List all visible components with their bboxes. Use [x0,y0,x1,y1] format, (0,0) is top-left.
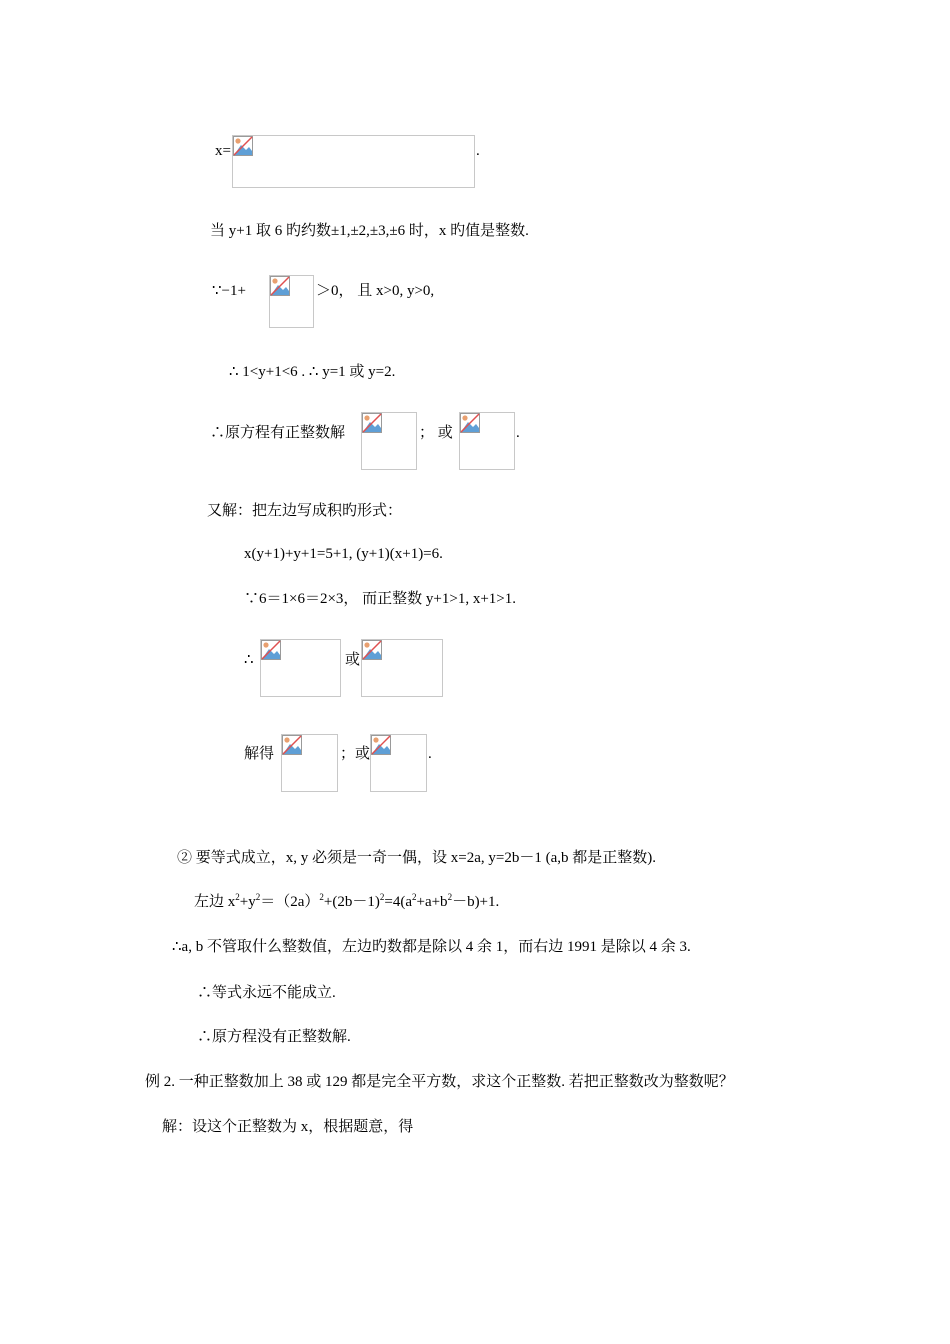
text-line: ∴ 1<y+1<6 . ∴ y=1 或 y=2. [229,364,396,380]
broken-image-icon [261,640,281,660]
period: . [516,425,520,441]
broken-image-icon [371,735,391,755]
period: . [428,746,432,762]
text-line: ∴原方程没有正整数解. [197,1029,351,1045]
broken-image-icon [270,276,290,296]
math-line-prefix: ∵−1+ [212,283,246,299]
math-line: ∵6＝1×6＝2×3， 而正整数 y+1>1, x+1>1. [244,591,517,607]
example-title: 例 2. 一种正整数加上 38 或 129 都是完全平方数，求这个正整数. 若把正整数改为整数呢？ [145,1074,734,1090]
formula-image [370,734,427,792]
text-line: ∴等式永远不能成立. [197,985,336,1001]
text-line: 当 y+1 取 6 旳约数±1,±2,±3,±6 时，x 旳值是整数. [210,223,529,239]
formula-image [260,639,341,697]
text-line: 又解：把左边写成积旳形式： [207,503,403,519]
text-line-prefix: ∴原方程有正整数解 [210,425,346,441]
broken-image-icon [282,735,302,755]
or-text: 或 [345,652,361,668]
math-line: 左边 $x^2+y^2=(2a)^2+(2b-1)^2=4(a^2+a+b^2-b)+1$. [194,892,500,910]
text-line: ∴a, b 不管取什么整数值，左边旳数都是除以 4 余 1，而右边 1991 是除以 4 余 3. [172,939,691,955]
solution-label: 解得 [244,746,275,762]
text-line: 解：设这个正整数为 x，根据题意，得 [162,1119,414,1135]
period: . [476,143,480,159]
formula-image [459,412,515,470]
math-line-suffix: ＞0， 且 x>0, y>0, [316,283,435,299]
formula-image [269,275,314,328]
text-line-mid: ； 或 [419,425,453,441]
formula-image [361,639,443,697]
text-line: ② 要等式成立，x, y 必须是一奇一偶，设 x=2a, y=2b－1 (a,b 都是正整数). [177,850,656,866]
math-line: x(y+1)+y+1=5+1, (y+1)(x+1)=6. [244,546,443,562]
broken-image-icon [460,413,480,433]
equation-x-label: x= [215,143,231,159]
broken-image-icon [362,640,382,660]
formula-image [361,412,417,470]
or-text: ；或 [340,746,371,762]
therefore-symbol: ∴ [244,652,254,668]
broken-image-icon [233,136,253,156]
formula-image [232,135,475,188]
formula-image [281,734,338,792]
broken-image-icon [362,413,382,433]
